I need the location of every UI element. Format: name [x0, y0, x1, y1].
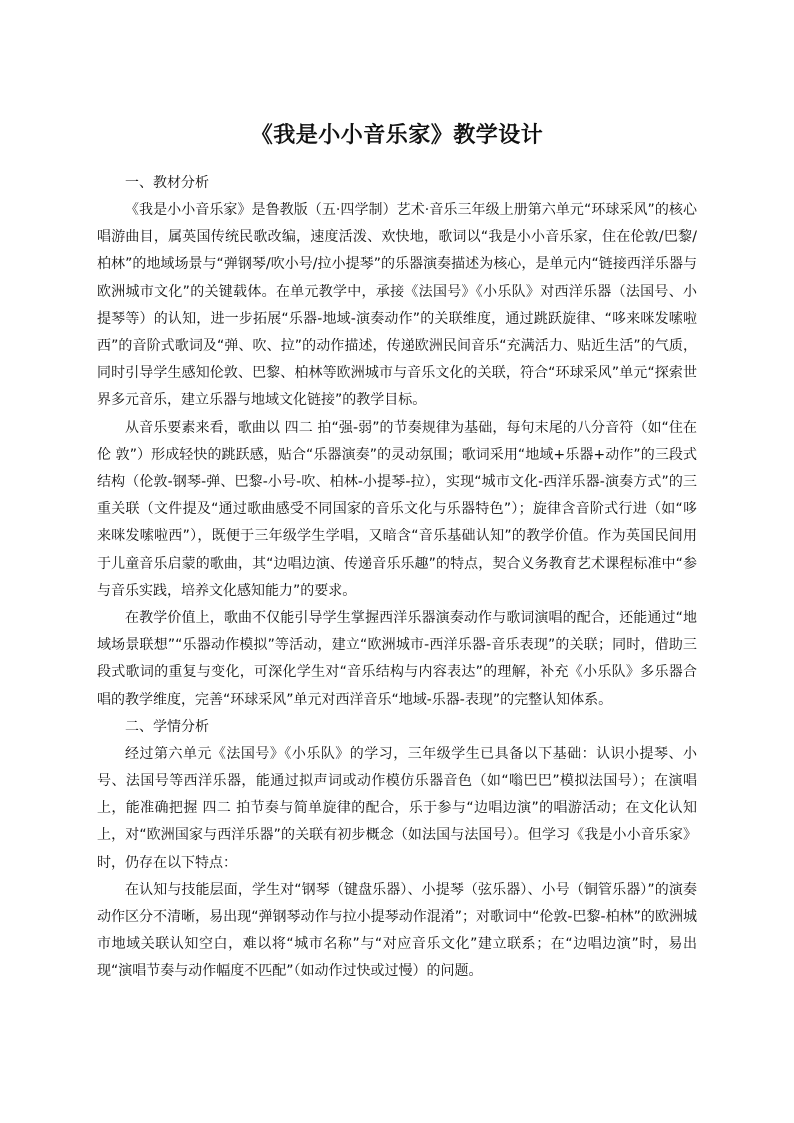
document-body [97, 170, 697, 986]
section-heading-textbook-analysis: 一、教材分析 [125, 175, 209, 191]
section-heading-student-analysis: 二、学情分析 [125, 718, 209, 735]
paragraph: 经过第六单元《法国号》《小乐队》的学习，三年级学生已具备以下基础：认识小提琴、小号、法国号等西洋乐器，能通过拟声词或动作模仿乐器音色（如“嗡巴巴”模拟法国号）；在演唱上，能准确把握 四二 拍节奏与简单旋律的配合，乐于参与“边唱边演”的唱游活动；在文化认知上，对“欧洲国家与西洋乐器”的关联有初步概念（如法国与法国号）。但学习《我是小小音乐家》时，仍存在以下特点： [97, 745, 697, 871]
document-title: 《我是小小音乐家》教学设计 [250, 123, 544, 148]
paragraph: 从音乐要素来看，歌曲以 四二 拍“强-弱”的节奏规律为基础，每句末尾的八分音符（如“住在伦 敦”）形成轻快的跳跃感，贴合“乐器演奏”的灵动氛围；歌词采用“地域+乐器+动作”的三段式结构（伦敦-钢琴-弹、巴黎-小号-吹、柏林-小提琴-拉），实现“城市文化-西洋乐器-演奏方式”的三重关联（文件提及“通过歌曲感受不同国家的音乐文化与乐器特色”）；旋律含音阶式行进（如“哆来咪发嗦啦西”），既便于三年级学生学唱，又暗含“音乐基础认知”的教学价值。作为英国民间用于儿童音乐启蒙的歌曲，其“边唱边演、传递音乐乐趣”的特点，契合义务教育艺术课程标准中“参与音乐实践，培养文化感知能力”的要求。 [97, 419, 697, 599]
paragraph: 《我是小小音乐家》是鲁教版（五·四学制）艺术·音乐三年级上册第六单元“环球采风”的核心唱游曲目，属英国传统民歌改编，速度活泼、欢快地，歌词以“我是小小音乐家，住在伦敦/巴黎/柏林”的地域场景与“弹钢琴/吹小号/拉小提琴”的乐器演奏描述为核心，是单元内“链接西洋乐器与欧洲城市文化”的关键载体。在单元教学中，承接《法国号》《小乐队》对西洋乐器（法国号、小提琴等）的认知，进一步拓展“乐器-地域-演奏动作”的关联维度，通过跳跃旋律、“哆来咪发嗦啦西”的音阶式歌词及“弹、吹、拉”的动作描述，传递欧洲民间音乐“充满活力、贴近生活”的气质，同时引导学生感知伦敦、巴黎、柏林等欧洲城市与音乐文化的关联，符合“环球采风”单元“探索世界多元音乐，建立乐器与地域文化链接”的教学目标。 [97, 202, 697, 409]
paragraph: 在教学价值上，歌曲不仅能引导学生掌握西洋乐器演奏动作与歌词演唱的配合，还能通过“地域场景联想”“乐器动作模拟”等活动，建立“欧洲城市-西洋乐器-音乐表现”的关联；同时，借助三段式歌词的重复与变化，可深化学生对“音乐结构与内容表达”的理解，补充《小乐队》多乐器合唱的教学维度，完善“环球采风”单元对西洋音乐“地域-乐器-表现”的完整认知体系。 [97, 610, 697, 708]
paragraph: 在认知与技能层面，学生对“钢琴（键盘乐器）、小提琴（弦乐器）、小号（铜管乐器）”的演奏动作区分不清晰，易出现“弹钢琴动作与拉小提琴动作混淆”；对歌词中“伦敦-巴黎-柏林”的欧洲城市地域关联认知空白，难以将“城市名称”与“对应音乐文化”建立联系；在“边唱边演”时，易出现“演唱节奏与动作幅度不匹配”（如动作过快或过慢）的问题。 [97, 881, 697, 980]
